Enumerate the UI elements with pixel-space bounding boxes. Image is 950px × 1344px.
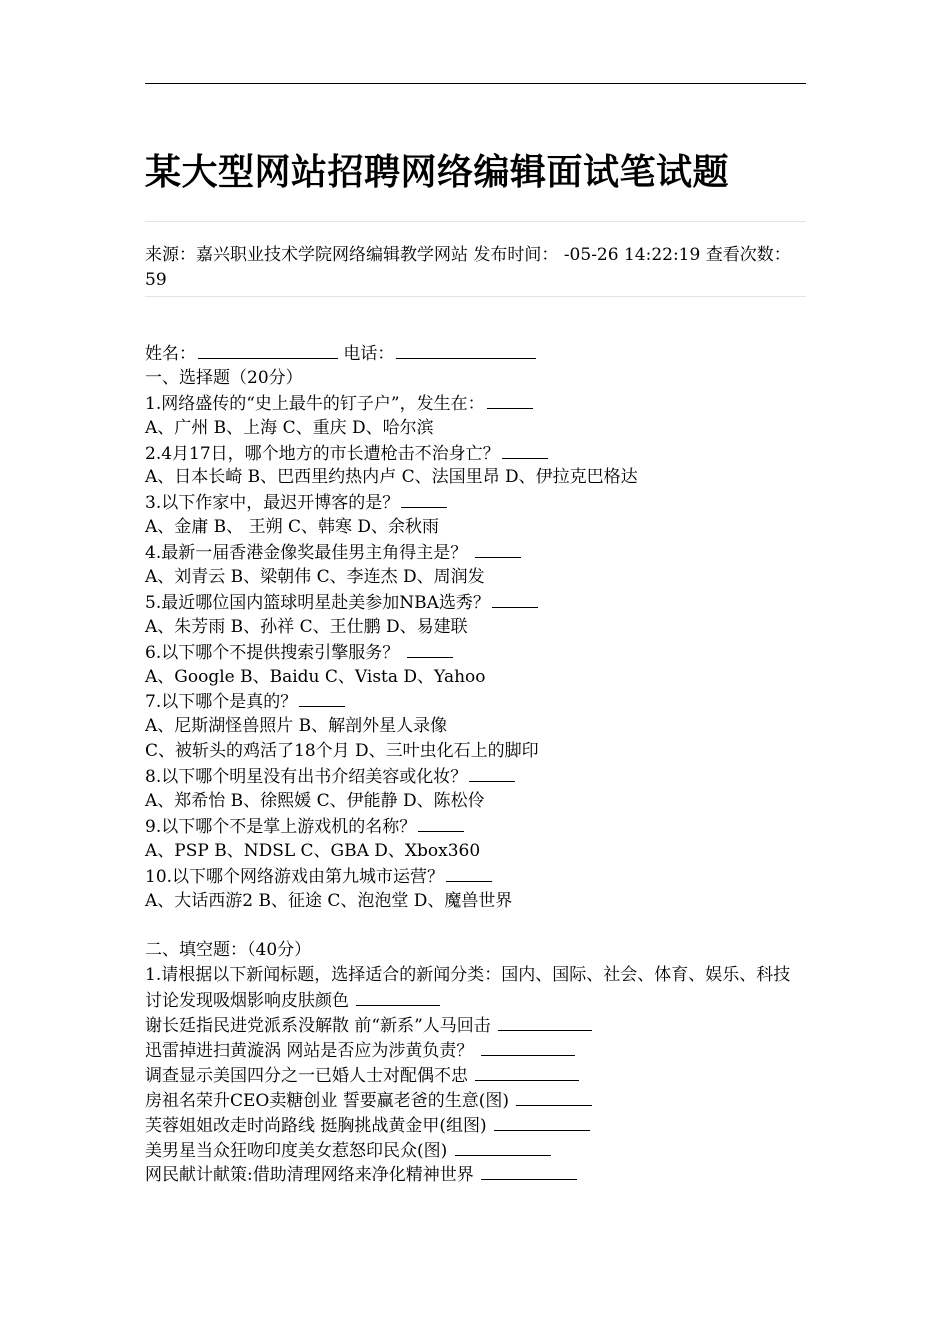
category-blank xyxy=(475,1063,579,1081)
answer-blank xyxy=(502,441,548,459)
meta-divider xyxy=(145,296,806,297)
category-blank xyxy=(455,1138,551,1156)
option-line: A、金庸 B、 王朔 C、韩寒 D、余秋雨 xyxy=(145,517,440,538)
question-label: 3.以下作家中，最迟开博客的是？ xyxy=(145,493,400,514)
category-blank xyxy=(481,1162,577,1180)
question-label: 6.以下哪个不提供搜索引擎服务？ xyxy=(145,642,405,663)
fill-item xyxy=(145,1138,806,1163)
question-text xyxy=(145,590,806,615)
applicant-form xyxy=(145,341,806,366)
article-meta xyxy=(145,243,806,293)
answer-blank xyxy=(492,590,538,608)
question-text xyxy=(145,814,806,839)
headline-text: 谢长廷指民进党派系没解散 前“新系”人马回击 xyxy=(145,1016,497,1037)
question-text xyxy=(145,540,806,565)
option-line: A、朱芳雨 B、孙祥 C、王仕鹏 D、易建联 xyxy=(145,616,468,637)
section2-heading: 二、填空题：（40分） xyxy=(145,940,312,961)
category-blank xyxy=(481,1038,575,1056)
phone-blank xyxy=(396,341,536,359)
section2-intro: 1.请根据以下新闻标题，选择适合的新闻分类：国内、国际、社会、体育、娱乐、科技 xyxy=(145,965,791,986)
question-text xyxy=(145,764,806,789)
source-value: 嘉兴职业技术学院网络编辑教学网站 xyxy=(196,245,468,265)
page-title: 某大型网站招聘网络编辑面试笔试题 xyxy=(145,151,730,193)
question-text xyxy=(145,689,806,714)
name-blank xyxy=(198,341,338,359)
question-list xyxy=(145,391,806,914)
option-line: A、尼斯湖怪兽照片 B、解剖外星人录像 xyxy=(145,716,448,737)
question-label: 5.最近哪位国内篮球明星赴美参加NBA选秀？ xyxy=(145,592,490,613)
headline-text: 调查显示美国四分之一已婚人士对配偶不忠 xyxy=(145,1065,474,1086)
option-line: A、日本长崎 B、巴西里约热内卢 C、法国里昂 D、伊拉克巴格达 xyxy=(145,467,638,488)
option-line: A、PSP B、NDSL C、GBA D、Xbox360 xyxy=(145,840,481,861)
title-divider xyxy=(145,221,806,222)
publish-time: -05-26 14:22:19 xyxy=(563,245,701,265)
question-text xyxy=(145,441,806,466)
question-text xyxy=(145,640,806,665)
category-blank xyxy=(356,988,440,1006)
question-text xyxy=(145,391,806,416)
option-line: A、广州 B、上海 C、重庆 D、哈尔滨 xyxy=(145,417,434,438)
exam-content xyxy=(145,341,806,1187)
headline-text: 网民献计献策:借助清理网络来净化精神世界 xyxy=(145,1165,480,1186)
answer-blank xyxy=(418,814,464,832)
option-line: A、郑希怡 B、徐熙媛 C、伊能静 D、陈松伶 xyxy=(145,791,485,812)
fill-item xyxy=(145,1038,806,1063)
answer-blank xyxy=(469,764,515,782)
source-label: 来源： xyxy=(145,245,196,265)
top-rule xyxy=(145,83,806,84)
section1-heading: 一、选择题（20分） xyxy=(145,367,303,388)
headline-text: 迅雷掉进扫黄漩涡 网站是否应为涉黄负责？ xyxy=(145,1040,479,1061)
question-label: 9.以下哪个不是掌上游戏机的名称？ xyxy=(145,816,417,837)
views-count: 59 xyxy=(145,270,167,290)
answer-blank xyxy=(487,391,533,409)
question-label: 2.4月17日，哪个地方的市长遭枪击不治身亡？ xyxy=(145,443,500,464)
section-gap xyxy=(145,913,806,938)
question-label: 10.以下哪个网络游戏由第九城市运营？ xyxy=(145,866,445,887)
name-label: 姓名： xyxy=(145,344,196,364)
phone-label: 电话： xyxy=(343,344,395,364)
question-text xyxy=(145,864,806,889)
headline-text: 讨论发现吸烟影响皮肤颜色 xyxy=(145,991,355,1012)
headline-text: 美男星当众狂吻印度美女惹怒印民众(图) xyxy=(145,1140,453,1161)
fill-item xyxy=(145,1013,806,1038)
answer-blank xyxy=(407,640,453,658)
fill-item xyxy=(145,988,806,1013)
category-blank xyxy=(516,1088,592,1106)
question-label: 1.网络盛传的“史上最牛的钉子户”，发生在： xyxy=(145,393,485,414)
publish-label: 发布时间： xyxy=(473,245,559,265)
answer-blank xyxy=(299,689,345,707)
option-line: A、Google B、Baidu C、Vista D、Yahoo xyxy=(145,666,486,687)
fill-item xyxy=(145,1162,806,1187)
answer-blank xyxy=(446,864,492,882)
headline-text: 芙蓉姐姐改走时尚路线 挺胸挑战黄金甲(组图) xyxy=(145,1115,493,1136)
answer-blank xyxy=(475,540,521,558)
question-label: 7.以下哪个是真的？ xyxy=(145,692,298,713)
option-line: A、大话西游2 B、征途 C、泡泡堂 D、魔兽世界 xyxy=(145,890,513,911)
question-text xyxy=(145,490,806,515)
headline-text: 房祖名荣升CEO卖糖创业 誓要赢老爸的生意(图) xyxy=(145,1090,515,1111)
option-line: C、被斩头的鸡活了18个月 D、三叶虫化石上的脚印 xyxy=(145,741,539,762)
fill-item xyxy=(145,1088,806,1113)
category-blank xyxy=(494,1113,590,1131)
fill-item xyxy=(145,1113,806,1138)
question-label: 8.以下哪个明星没有出书介绍美容或化妆？ xyxy=(145,767,468,788)
fill-item xyxy=(145,1063,806,1088)
category-blank xyxy=(498,1013,592,1031)
fill-list xyxy=(145,988,806,1187)
views-label: 查看次数： xyxy=(705,245,791,265)
answer-blank xyxy=(401,490,447,508)
option-line: A、刘青云 B、梁朝伟 C、李连杰 D、周润发 xyxy=(145,567,485,588)
question-label: 4.最新一届香港金像奖最佳男主角得主是？ xyxy=(145,543,473,564)
